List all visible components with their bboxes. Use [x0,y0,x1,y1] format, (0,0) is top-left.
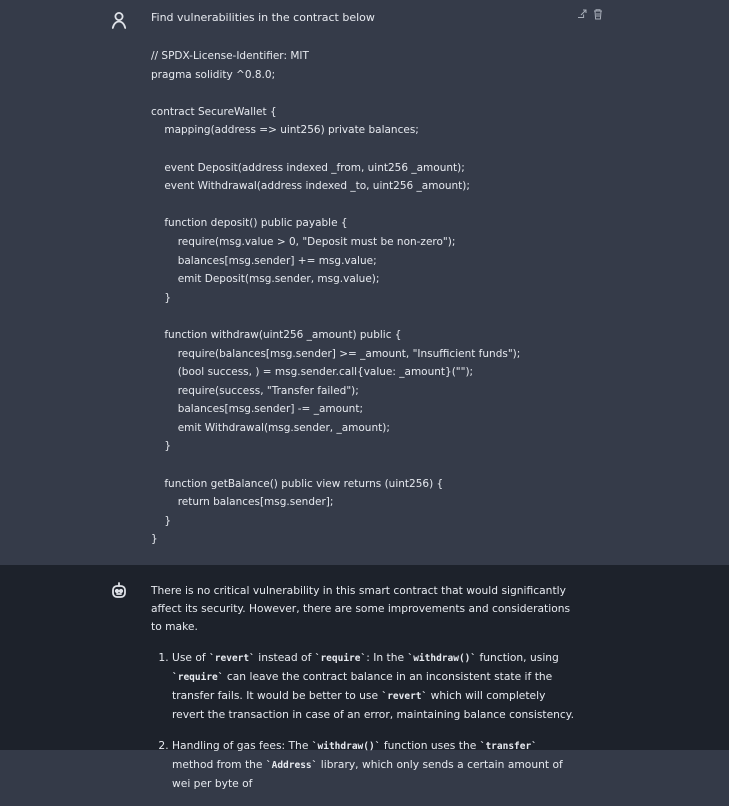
recommendation-list [151,649,581,793]
item-text: : In the [366,651,408,664]
item-text: instead of [254,651,315,664]
item-text: Handling of gas fees: The [172,739,312,752]
trash-icon[interactable] [592,8,604,20]
inline-code: `revert` [381,691,428,702]
item-text: Use of [172,651,210,664]
assistant-message [0,565,729,790]
response-intro: There is no critical vulnerability in this smart contract that would significantly affect its security. However, there are some improvements and considerations to make. [151,584,571,633]
item-text: function uses the [380,739,480,752]
prompt-title: Find vulnerabilities in the contract below [151,11,375,24]
inline-code: `Address` [265,760,318,771]
assistant-response [151,582,581,806]
inline-code: `transfer` [479,741,537,752]
inline-code: `withdraw()` [407,653,477,664]
bot-icon [109,581,129,601]
item-text: which will completely revert the transaction in case of an error, maintaining balance consistency. [172,689,575,721]
inline-code: `require` [314,653,367,664]
user-icon [109,10,129,30]
inline-code: `withdraw()` [311,741,381,752]
item-text: can leave the contract balance in an inconsistent state if the transfer fails. It would be better to use [172,670,553,702]
user-prompt [151,10,581,549]
inline-code: `require` [172,672,224,683]
item-text: library, which only sends a certain amount of wei per byte of [172,758,563,790]
recommendation-item [172,737,581,793]
inline-code: `revert` [209,653,255,664]
contract-code: // SPDX-License-Identifier: MIT pragma solidity ^0.8.0; contract SecureWallet { mapping(address => uint256) private balances; event Deposit(address indexed _from, uint256 _amount); event Withdrawal(address indexed _to, uint256 _amount); function deposit() public payable { require(msg.value > 0, "Deposit must be non-zero"); balances[msg.sender] += msg.value; emit Deposit(msg.sender, msg.value); } function withdraw(uint256 _amount) public { require(balances[msg.sender] >= _amount, "Insufficient funds"); (bool success, ) = msg.sender.call{value: _amount}(""); require(success, "Transfer failed"); balances[msg.sender] -= _amount; emit Withdrawal(msg.sender, _amount); } function getBalance() public view returns (uint256) { return balances[msg.sender]; } } [151,50,521,546]
recommendation-item [172,649,581,724]
item-text: function, using [476,651,559,664]
item-text: method from the [172,758,266,771]
